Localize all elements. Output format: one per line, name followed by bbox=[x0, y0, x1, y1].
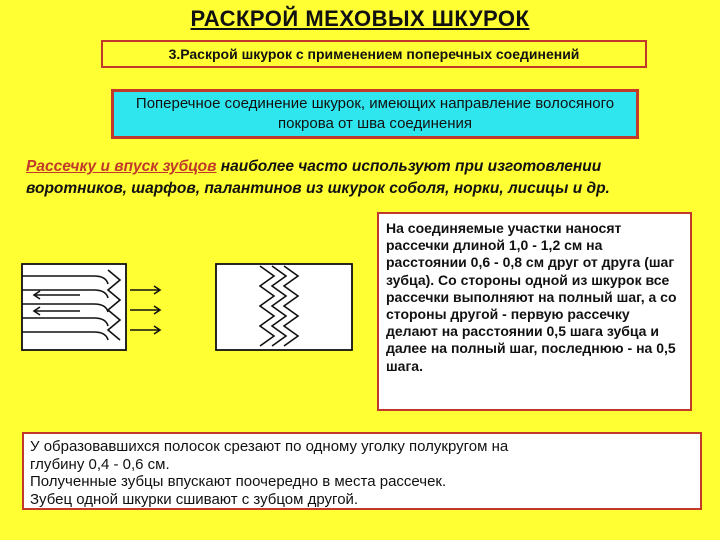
note-line: Зубец одной шкурки сшивают с зубцом другой. bbox=[30, 490, 359, 508]
highlight-box: Поперечное соединение шкурок, имеющих направление волосяного покрова от шва соединения bbox=[111, 89, 639, 139]
bottom-notes bbox=[22, 432, 702, 510]
page-title: РАСКРОЙ МЕХОВЫХ ШКУРОК bbox=[190, 6, 530, 31]
section-subtitle: 3.Раскрой шкурок с применением поперечных соединений bbox=[101, 40, 647, 68]
note-line: глубину 0,4 - 0,6 см. bbox=[30, 455, 170, 473]
cutting-instructions: На соединяемые участки наносят рассечки длиной 1,0 - 1,2 см на расстоянии 0,6 - 0,8 см друг от друга (шаг зубца). Со стороны одной из шкурок все рассечки выполняют на полный шаг, а со стороны другой - первую рассечку делают на расстоянии 0,5 шага зубца и далее на полный шаг, последнюю - на 0,5 шага. bbox=[377, 212, 692, 411]
right-figure bbox=[216, 264, 352, 350]
intro-paragraph bbox=[26, 156, 706, 200]
note-line: Полученные зубцы впускают поочередно в места рассечек. bbox=[30, 473, 447, 491]
left-figure bbox=[22, 264, 160, 350]
note-line: У образовавшихся полосок срезают по одному уголку полукругом на bbox=[30, 438, 509, 455]
intro-emphasis: Рассечку и впуск зубцов bbox=[26, 158, 217, 175]
intro-text: наиболее часто используют при изготовлении воротников, шарфов, палантинов из шкурок соболя, норки, лисицы и др. bbox=[26, 158, 610, 197]
seam-diagram bbox=[20, 250, 360, 370]
arrows-right bbox=[130, 286, 160, 334]
